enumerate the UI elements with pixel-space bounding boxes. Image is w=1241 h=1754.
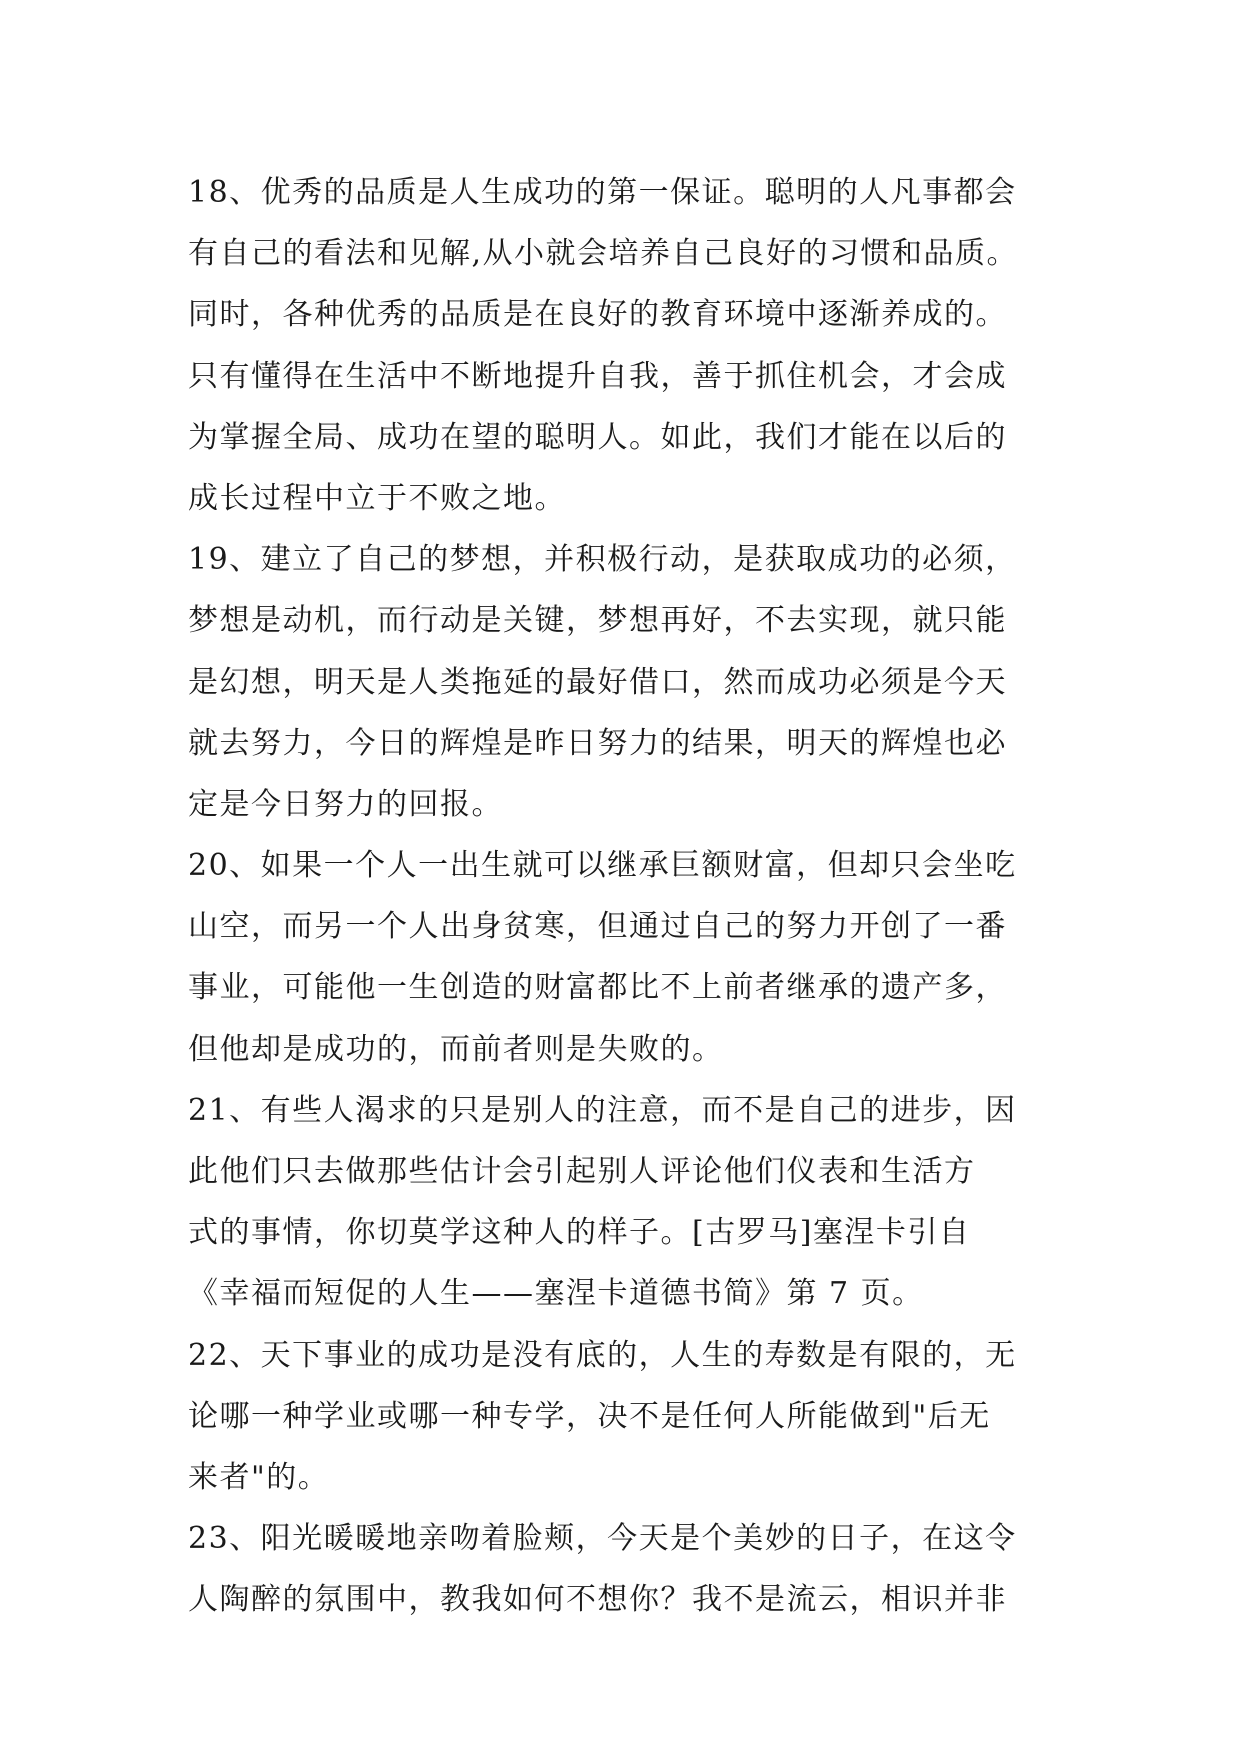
- text-line: 定是今日努力的回报。: [188, 786, 503, 822]
- text-line: 23、阳光暖暖地亲吻着脸颊，今天是个美妙的日子，在这令: [188, 1521, 1017, 1557]
- text-line: 但他却是成功的，而前者则是失败的。: [188, 1031, 724, 1067]
- text-line: 成长过程中立于不败之地。: [188, 480, 566, 516]
- text-line: 同时，各种优秀的品质是在良好的教育环境中逐渐养成的。: [188, 297, 1007, 333]
- text-line: 此他们只去做那些估计会引起别人评论他们仪表和生活方: [188, 1154, 976, 1189]
- text-line: 21、有些人渴求的只是别人的注意，而不是自己的进步，因: [188, 1092, 1017, 1128]
- text-line: 18、优秀的品质是人生成功的第一保证。聪明的人凡事都会: [188, 175, 1017, 210]
- text-line: 22、天下事业的成功是没有底的，人生的寿数是有限的，无: [188, 1337, 1017, 1373]
- text-line: 来者"的。: [188, 1459, 330, 1495]
- text-line: 为掌握全局、成功在望的聪明人。如此，我们才能在以后的: [188, 419, 1007, 455]
- text-line: 式的事情，你切莫学这种人的样子。[古罗马]塞涅卡引自: [188, 1215, 971, 1251]
- text-line: 《幸福而短促的人生——塞涅卡道德书简》第 7 页。: [188, 1276, 924, 1312]
- body-text: [188, 162, 1088, 1631]
- text-line: 就去努力，今日的辉煌是昨日努力的结果，明天的辉煌也必: [188, 725, 1007, 761]
- text-line: 山空，而另一个人出身贫寒，但通过自己的努力开创了一番: [188, 909, 1007, 945]
- text-line: 事业，可能他一生创造的财富都比不上前者继承的遗产多，: [188, 970, 1007, 1006]
- text-line: 只有懂得在生活中不断地提升自我，善于抓住机会，才会成: [188, 358, 1007, 394]
- text-line: 论哪一种学业或哪一种专学，决不是任何人所能做到"后无: [188, 1398, 991, 1434]
- text-line: 有自己的看法和见解,从小就会培养自己良好的习惯和品质。: [188, 236, 1019, 272]
- text-line: 梦想是动机，而行动是关键，梦想再好，不去实现，就只能: [188, 603, 1007, 639]
- text-line: 人陶醉的氛围中，教我如何不想你？我不是流云，相识并非: [188, 1582, 1007, 1618]
- text-line: 19、建立了自己的梦想，并积极行动，是获取成功的必须，: [188, 542, 1017, 578]
- text-line: 是幻想，明天是人类拖延的最好借口，然而成功必须是今天: [188, 664, 1007, 700]
- text-line: 20、如果一个人一出生就可以继承巨额财富，但却只会坐吃: [188, 848, 1017, 884]
